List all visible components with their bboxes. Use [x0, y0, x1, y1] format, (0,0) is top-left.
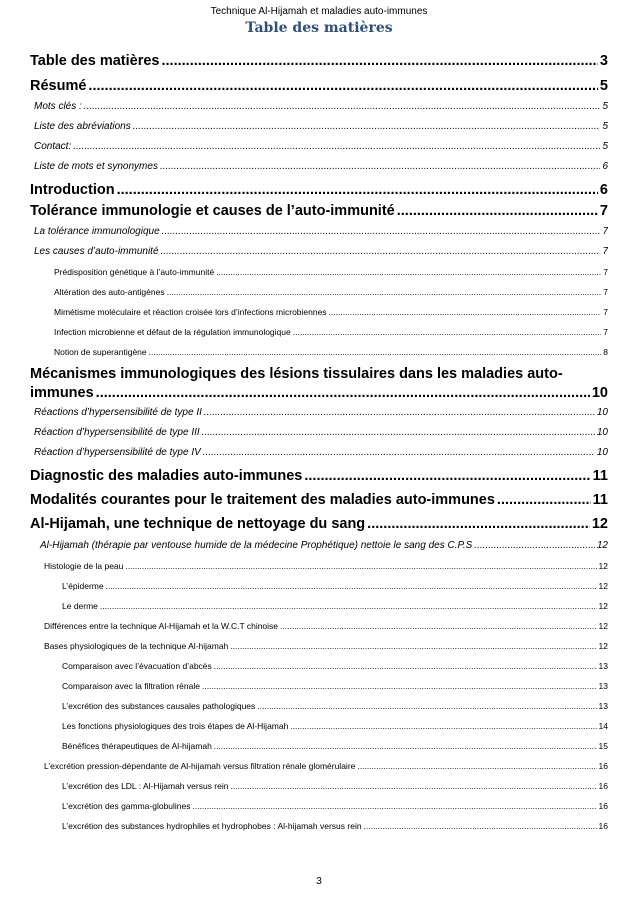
toc-entry-label: Al-Hijamah (thérapie par ventouse humide de la médecine Prophétique) nettoie le sang des C.P.S — [40, 540, 473, 551]
toc-page-number: 8 — [603, 347, 608, 357]
toc-page-number: 7 — [602, 246, 608, 257]
toc-entry-bases[interactable] — [30, 636, 608, 656]
toc-entry-differences[interactable] — [30, 616, 608, 636]
toc-entry-label: Résumé — [30, 78, 87, 94]
toc-entry-contact[interactable] — [30, 137, 608, 157]
toc-entry-pression[interactable] — [30, 756, 608, 776]
toc-page-number: 12 — [598, 581, 608, 591]
toc-entry-abces[interactable] — [30, 656, 608, 676]
toc-entry-label: Comparaison avec la filtration rénale — [62, 681, 200, 691]
dot-leader — [329, 302, 602, 322]
dot-leader — [88, 76, 598, 97]
toc-entry-alteration[interactable] — [30, 282, 608, 302]
toc-entry-epiderme[interactable] — [30, 576, 608, 596]
dot-leader — [290, 716, 596, 736]
toc-page-number: 13 — [598, 681, 608, 691]
dot-leader — [397, 201, 598, 222]
toc-page-number: 16 — [598, 821, 608, 831]
dot-leader — [149, 342, 602, 362]
toc-entry-label: L’excrétion des substances hydrophiles et hydrophobes : Al-hijamah versus rein — [62, 821, 362, 831]
toc-entry-label: Al-Hijamah, une technique de nettoyage du sang — [30, 516, 366, 532]
dot-leader — [214, 656, 597, 676]
toc-entry-label: Mots clés : — [34, 101, 82, 112]
dot-leader — [364, 816, 597, 836]
toc-entry-mimetisme[interactable] — [30, 302, 608, 322]
toc-entry-ldl[interactable] — [30, 776, 608, 796]
dot-leader — [106, 576, 597, 596]
toc-title: Table des matières — [245, 20, 393, 36]
running-header: Technique Al-Hijamah et maladies auto-immunes — [210, 6, 428, 17]
dot-leader — [161, 242, 601, 262]
toc-entry-fonctions[interactable] — [30, 716, 608, 736]
dot-leader — [367, 514, 590, 535]
toc-entry-tolerance[interactable] — [30, 201, 608, 222]
toc-page-number: 13 — [598, 661, 608, 671]
toc-entry-label: Diagnostic des maladies auto-immunes — [30, 468, 303, 484]
toc-page-number: 6 — [602, 161, 608, 172]
dot-leader — [162, 51, 598, 72]
toc-entry-label: Bénéfices thérapeutiques de Al-hijamah — [62, 741, 212, 751]
toc-entry-label: Réaction d’hypersensibilité de type III — [34, 427, 200, 438]
toc-entry-label: Histologie de la peau — [44, 561, 124, 571]
toc-entry-label: Introduction — [30, 182, 115, 198]
dot-leader — [202, 676, 597, 696]
toc-entry-label: Différences entre la technique Al-Hijamah et la W.C.T chinoise — [44, 621, 279, 631]
dot-leader — [202, 423, 595, 443]
toc-entry-label: Les fonctions physiologiques des trois étapes de Al-Hijamah — [62, 721, 289, 731]
toc-entry-gamma[interactable] — [30, 796, 608, 816]
toc-entry-hypersensibilite-2[interactable] — [30, 403, 608, 423]
dot-leader — [160, 157, 600, 177]
toc-entry-derme[interactable] — [30, 596, 608, 616]
toc-page-number: 5 — [602, 121, 608, 132]
dot-leader — [357, 756, 596, 776]
toc-entry-label: L’excrétion des substances causales pathologiques — [62, 701, 256, 711]
toc-page-number: 12 — [598, 601, 608, 611]
dot-leader — [100, 596, 597, 616]
toc-page-number: 12 — [598, 561, 608, 571]
toc-page-number: 16 — [598, 781, 608, 791]
toc-entry-label: Liste des abréviations — [34, 121, 131, 132]
toc-page-number: 14 — [598, 721, 608, 731]
dot-leader — [293, 322, 602, 342]
toc-entry-label: Réaction d’hypersensibilité de type IV — [34, 447, 201, 458]
toc-entry-predisposition[interactable] — [30, 262, 608, 282]
toc-page-number: 5 — [599, 78, 608, 94]
toc-entry-label: Réactions d’hypersensibilité de type II — [34, 407, 202, 418]
toc-entry-benefices[interactable] — [30, 736, 608, 756]
toc-entry-abreviations[interactable] — [30, 117, 608, 137]
toc-entry-label: Liste de mots et synonymes — [34, 161, 158, 172]
toc-entry-label: Comparaison avec l’évacuation d’abcès — [62, 661, 212, 671]
toc-entry-label: La tolérance immunologique — [34, 226, 160, 237]
toc-entry-mecanismes[interactable] — [30, 365, 608, 403]
toc-page-number: 16 — [598, 761, 608, 771]
toc-page-number: 16 — [598, 801, 608, 811]
toc-entry-mots-cles[interactable] — [30, 97, 608, 117]
toc-entry-mots-synonymes[interactable] — [30, 157, 608, 177]
toc-entry-histologie[interactable] — [30, 556, 608, 576]
toc-entry-table-des-matieres[interactable] — [30, 51, 608, 72]
toc-entry-al-hijamah[interactable] — [30, 514, 608, 535]
toc-entry-label: Modalités courantes pour le traitement des maladies auto-immunes — [30, 492, 495, 508]
toc-entry-introduction[interactable] — [30, 180, 608, 201]
toc-page-number: 15 — [598, 741, 608, 751]
toc-entry-label: Tolérance immunologie et causes de l’auto-immunité — [30, 203, 395, 219]
toc-entry-excretion-causales[interactable] — [30, 696, 608, 716]
toc-entry-infection[interactable] — [30, 322, 608, 342]
toc-entry-modalites[interactable] — [30, 490, 608, 511]
dot-leader — [84, 97, 601, 117]
toc-page-number: 7 — [603, 327, 608, 337]
toc-page-number: 12 — [596, 540, 608, 551]
toc-entry-label: L’épiderme — [62, 581, 104, 591]
toc-page-number: 13 — [598, 701, 608, 711]
toc-entry-label: Le derme — [62, 601, 98, 611]
toc-page-number: 6 — [599, 182, 608, 198]
toc-page-number: 12 — [598, 621, 608, 631]
dot-leader — [73, 137, 600, 157]
toc-entry-hypersensibilite-3[interactable] — [30, 423, 608, 443]
toc-entry-label: L’excrétion des gamma-globulines — [62, 801, 191, 811]
toc-entry-label: L’excrétion des LDL : Al-Hijamah versus rein — [62, 781, 229, 791]
toc-page-number: 7 — [603, 287, 608, 297]
toc-page-number: 3 — [599, 53, 608, 69]
toc-entry-superantigene[interactable] — [30, 342, 608, 362]
page-number: 3 — [316, 876, 322, 887]
toc-entry-hydrophiles[interactable] — [30, 816, 608, 836]
toc-page-number: 10 — [596, 447, 608, 458]
toc-page-number: 5 — [602, 101, 608, 112]
toc-entry-tolerance-immunologique[interactable] — [30, 222, 608, 242]
dot-leader — [304, 466, 590, 487]
toc-page-number: 10 — [596, 427, 608, 438]
dot-leader — [193, 796, 597, 816]
toc-entry-therapie[interactable] — [30, 535, 608, 556]
dot-leader — [497, 490, 591, 511]
toc-page-number: 7 — [602, 226, 608, 237]
toc-page-number: 5 — [602, 141, 608, 152]
toc-page-number: 7 — [603, 267, 608, 277]
toc-entry-label: Prédisposition génétique à l’auto-immunité — [54, 267, 215, 277]
toc-entry-resume[interactable] — [30, 76, 608, 97]
dot-leader — [216, 262, 601, 282]
dot-leader — [125, 556, 596, 576]
dot-leader — [117, 180, 598, 201]
dot-leader — [230, 776, 596, 796]
dot-leader — [204, 403, 595, 423]
dot-leader — [280, 616, 597, 636]
dot-leader — [167, 282, 602, 302]
toc-entry-label: Altération des auto-antigènes — [54, 287, 165, 297]
toc-entry-label-line2: immunes — [30, 385, 94, 401]
toc-entry-causes[interactable] — [30, 242, 608, 262]
dot-leader — [133, 117, 601, 137]
dot-leader — [96, 384, 590, 403]
dot-leader — [214, 736, 597, 756]
toc-entry-diagnostic[interactable] — [30, 466, 608, 487]
dot-leader — [230, 636, 596, 656]
table-of-contents — [30, 51, 608, 836]
toc-page-number: 10 — [591, 385, 608, 401]
toc-entry-filtration[interactable] — [30, 676, 608, 696]
toc-entry-hypersensibilite-4[interactable] — [30, 443, 608, 463]
toc-entry-label: Contact: — [34, 141, 72, 152]
toc-entry-label-line1: Mécanismes immunologiques des lésions tissulaires dans les maladies auto- — [30, 366, 563, 382]
toc-entry-label: Table des matières — [30, 53, 160, 69]
dot-leader — [203, 443, 595, 463]
toc-entry-label: Bases physiologiques de la technique Al-hijamah — [44, 641, 229, 651]
toc-page-number: 7 — [603, 307, 608, 317]
toc-entry-label: Infection microbienne et défaut de la régulation immunologique — [54, 327, 291, 337]
toc-entry-label: Les causes d’auto-immunité — [34, 246, 159, 257]
toc-page-number: 11 — [592, 468, 608, 484]
toc-page-number: 12 — [598, 641, 608, 651]
toc-page-number: 11 — [592, 492, 608, 508]
toc-entry-label: Notion de superantigène — [54, 347, 147, 357]
dot-leader — [162, 222, 601, 242]
toc-entry-label: L’excrétion pression-dépendante de Al-hijamah versus filtration rénale glomérulaire — [44, 761, 356, 771]
toc-entry-label: Mimétisme moléculaire et réaction croisée lors d’infections microbiennes — [54, 307, 327, 317]
toc-page-number: 12 — [591, 516, 608, 532]
dot-leader — [257, 696, 596, 716]
toc-page-number: 10 — [596, 407, 608, 418]
dot-leader — [474, 535, 595, 556]
toc-page-number: 7 — [599, 203, 608, 219]
